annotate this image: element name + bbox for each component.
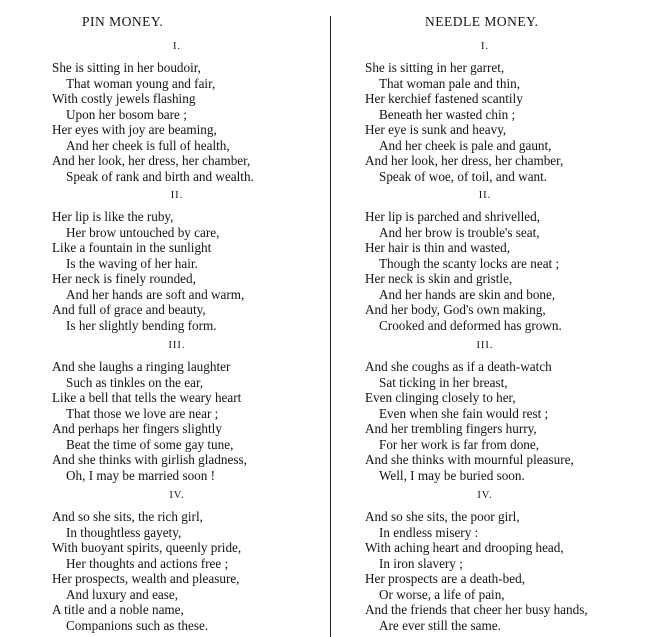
stanza-numeral: III. bbox=[168, 340, 186, 351]
column-divider bbox=[330, 16, 331, 637]
poem-line: Her eyes with joy are beaming, bbox=[52, 122, 217, 137]
stanza-numeral: I. bbox=[172, 41, 182, 52]
poem-line: And she thinks with girlish gladness, bbox=[52, 452, 247, 467]
poem-line: Her prospects, wealth and pleasure, bbox=[52, 571, 240, 586]
poem-line: Is her slightly bending form. bbox=[66, 317, 217, 333]
stanza-numeral: I. bbox=[480, 41, 490, 52]
poem-line: Oh, I may be married soon ! bbox=[66, 467, 216, 483]
poem-line: Her kerchief fastened scantily bbox=[365, 91, 523, 106]
poem-line: She is sitting in her boudoir, bbox=[52, 60, 201, 75]
poem-title: NEEDLE MONEY. bbox=[425, 14, 539, 29]
poem-line: Her hair is thin and wasted, bbox=[365, 240, 511, 255]
poem-line: And her look, her dress, her chamber, bbox=[52, 153, 251, 168]
poem-line: And she coughs as if a death-watch bbox=[365, 359, 552, 374]
poem-line: Such as tinkles on the ear, bbox=[66, 374, 204, 390]
poem-line: Or worse, a life of pain, bbox=[379, 586, 505, 602]
poem-line: And her look, her dress, her chamber, bbox=[365, 153, 564, 168]
poem-line: Her thoughts and actions free ; bbox=[66, 555, 229, 571]
poem-line: Crooked and deformed has grown. bbox=[379, 317, 562, 333]
poem-line: Upon her bosom bare ; bbox=[66, 106, 187, 122]
stanza-numeral: IV. bbox=[169, 490, 185, 501]
stanza-numeral: III. bbox=[476, 340, 494, 351]
poem-line: She is sitting in her garret, bbox=[365, 60, 505, 75]
poem-line: Her neck is skin and gristle, bbox=[365, 271, 513, 286]
stanza bbox=[52, 189, 312, 333]
poem-line: Even clinging closely to her, bbox=[365, 390, 516, 405]
poem-line: Sat ticking in her breast, bbox=[379, 374, 508, 390]
poem-line: And her cheek is full of health, bbox=[66, 137, 230, 153]
poem-line: Well, I may be buried soon. bbox=[379, 467, 525, 483]
stanza-numeral: II. bbox=[170, 190, 184, 201]
poem-line: In thoughtless gayety, bbox=[66, 524, 182, 540]
poem-line: Though the scanty locks are neat ; bbox=[379, 255, 560, 271]
poem-line: And luxury and ease, bbox=[66, 586, 179, 602]
poem-line: That those we love are near ; bbox=[66, 405, 219, 421]
poem-line: Is the waving of her hair. bbox=[66, 255, 198, 271]
poem-line: Beneath her wasted chin ; bbox=[379, 106, 516, 122]
poem-line: With aching heart and drooping head, bbox=[365, 540, 564, 555]
poem-line: And her hands are soft and warm, bbox=[66, 286, 245, 302]
poem-line: And her hands are skin and bone, bbox=[379, 286, 556, 302]
poem-line: Her lip is like the ruby, bbox=[52, 209, 174, 224]
poem-line: Speak of rank and birth and wealth. bbox=[66, 168, 254, 184]
poem-line: Speak of woe, of toil, and want. bbox=[379, 168, 548, 184]
poem-line: In iron slavery ; bbox=[379, 555, 463, 571]
stanza bbox=[52, 339, 312, 483]
poem-line: A title and a noble name, bbox=[52, 602, 184, 617]
poem-line: For her work is far from done, bbox=[379, 436, 540, 452]
stanza bbox=[52, 40, 312, 184]
stanza bbox=[365, 189, 650, 333]
poem-line: Her brow untouched by care, bbox=[66, 224, 220, 240]
poem-line: Her neck is finely rounded, bbox=[52, 271, 196, 286]
poem-line: Like a bell that tells the weary heart bbox=[52, 390, 242, 405]
poem-line: And her trembling fingers hurry, bbox=[365, 421, 537, 436]
poem-line: Companions such as these. bbox=[66, 617, 209, 633]
stanza bbox=[365, 489, 650, 633]
poem-line: And her body, God's own making, bbox=[365, 302, 546, 317]
poem-line: Like a fountain in the sunlight bbox=[52, 240, 212, 255]
stanza bbox=[365, 339, 650, 483]
poem-line: Are ever still the same. bbox=[379, 617, 501, 633]
poem-line: And she laughs a ringing laughter bbox=[52, 359, 231, 374]
poem-line: With buoyant spirits, queenly pride, bbox=[52, 540, 242, 555]
poem-line: Her prospects are a death-bed, bbox=[365, 571, 526, 586]
poem-line: That woman young and fair, bbox=[66, 75, 216, 91]
stanza-numeral: II. bbox=[478, 190, 492, 201]
poem-line: And so she sits, the rich girl, bbox=[52, 509, 203, 524]
stanza-numeral: IV. bbox=[477, 490, 493, 501]
poem-line: And she thinks with mournful pleasure, bbox=[365, 452, 574, 467]
poem-line: And full of grace and beauty, bbox=[52, 302, 206, 317]
poem-line: Even when she fain would rest ; bbox=[379, 405, 549, 421]
poem-line: Beat the time of some gay tune, bbox=[66, 436, 234, 452]
poem-line: In endless misery : bbox=[379, 524, 479, 540]
poem-line: Her eye is sunk and heavy, bbox=[365, 122, 507, 137]
stanza bbox=[365, 40, 650, 184]
stanza bbox=[52, 489, 312, 633]
poem-line: And so she sits, the poor girl, bbox=[365, 509, 520, 524]
poem-line: And her brow is trouble's seat, bbox=[379, 224, 540, 240]
poem-line: And her cheek is pale and gaunt, bbox=[379, 137, 552, 153]
poem-line: That woman pale and thin, bbox=[379, 75, 520, 91]
poem-line: Her lip is parched and shrivelled, bbox=[365, 209, 541, 224]
poem-line: And the friends that cheer her busy hands, bbox=[365, 602, 588, 617]
poem-line: With costly jewels flashing bbox=[52, 91, 196, 106]
poem-line: And perhaps her fingers slightly bbox=[52, 421, 222, 436]
poem-title: PIN MONEY. bbox=[82, 14, 164, 29]
